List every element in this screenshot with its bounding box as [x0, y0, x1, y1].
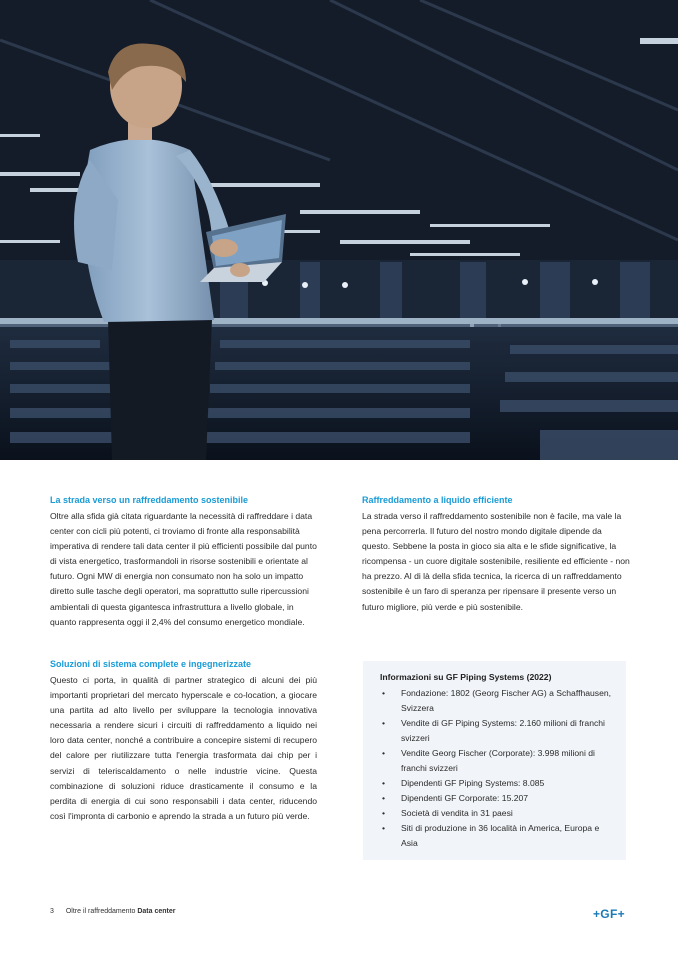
left-column [50, 495, 317, 630]
info-box-title: Informazioni su GF Piping Systems (2022) [380, 672, 552, 682]
section-title-liquid-cooling: Raffreddamento a liquido efficiente [362, 495, 513, 505]
bullet-icon: • [382, 748, 386, 758]
list-item: • Dipendenti GF Corporate: 15.207 [380, 791, 612, 806]
page-number: 3 [50, 908, 54, 915]
data-center-illustration [0, 0, 678, 460]
list-item: • Dipendenti GF Piping Systems: 8.085 [380, 776, 612, 791]
list-item: • Siti di produzione in 36 località in America, Europa e Asia [382, 823, 600, 848]
section-title-sustainable-cooling: La strada verso un raffreddamento sostenibile [50, 495, 249, 505]
left-column-section2 [50, 659, 317, 824]
bullet-icon: • [382, 823, 386, 833]
bullet-icon: • [382, 808, 386, 818]
right-column [362, 495, 630, 615]
list-item: • Vendite di GF Piping Systems: 2.160 milioni di franchi svizzeri [382, 718, 605, 743]
section-body-sustainable-cooling: Oltre alla sfida già citata riguardante la necessità di raffreddare i data center con cicli più potenti, ci troviamo di fronte alla responsabilità imperativa di rendere tali data center il più efficienti possibile dal punto di vista energetico, trasformandoli in risorse sostenibili e orientate al futuro. Ogni MW di energia non consumato non ha solo un impatto diretto sulle tasche degli operatori, ma soprattutto sulle ripercussioni ambientali di questa gigantesca infrastruttura a livello globale, in quanto rappresenta oggi il 2,4% del consumo energetico mondiale. [50, 511, 317, 627]
info-box-gf-piping-systems [363, 661, 626, 860]
bullet-icon: • [382, 793, 386, 803]
bullet-icon: • [382, 688, 386, 698]
info-box-list [380, 686, 612, 851]
footer-text-bold: Data center [137, 908, 176, 915]
bullet-icon: • [382, 778, 386, 788]
page-footer [50, 908, 175, 915]
hero-photo [0, 0, 678, 460]
section-title-system-solutions: Soluzioni di sistema complete e ingegnerizzate [50, 659, 252, 669]
list-item: • Società di vendita in 31 paesi [380, 806, 612, 821]
section-body-liquid-cooling: La strada verso il raffreddamento sostenibile non è facile, ma vale la pena percorrerla. Il futuro del nostro mondo digitale dipende da questo. Sebbene la posta in gioco sia alta e le sfide significative, la ricompensa - un cuore digitale sostenibile, resiliente ed efficiente - non ha prezzo. Al di là della sfida tecnica, la ricerca di un raffreddamento sostenibile è un faro di speranza per ripensare il presente verso un futuro migliore, più verde e più sostenibile. [362, 511, 630, 612]
section-body-system-solutions: Questo ci porta, in qualità di partner strategico di alcuni dei più importanti proprietari del mercato hyperscale e co-location, a giocare una partita ad alto livello per sviluppare la tecnologia innovativa necessaria a rendere sicuri i circuiti di raffreddamento a liquido nei loro data center, nonché a contribuire a concepire sistemi di recupero del calore per riutilizzare tutta l'energia trasformata dai chip per i servizi di teleriscaldamento o nelle industrie vicine. Questa combinazione di soluzioni riduce drasticamente il consumo e la perdita di energia di cui sono responsabili i data center, riducendo così l'impronta di carbonio e aprendo la strada a un futuro più verde. [50, 675, 317, 821]
gf-logo: +GF+ [593, 907, 625, 921]
list-item: • Fondazione: 1802 (Georg Fischer AG) a Schaffhausen, Svizzera [382, 688, 612, 713]
list-item: • Vendite Georg Fischer (Corporate): 3.998 milioni di franchi svizzeri [382, 748, 595, 773]
bullet-icon: • [382, 718, 386, 728]
footer-text: Oltre il raffreddamento [65, 908, 136, 915]
